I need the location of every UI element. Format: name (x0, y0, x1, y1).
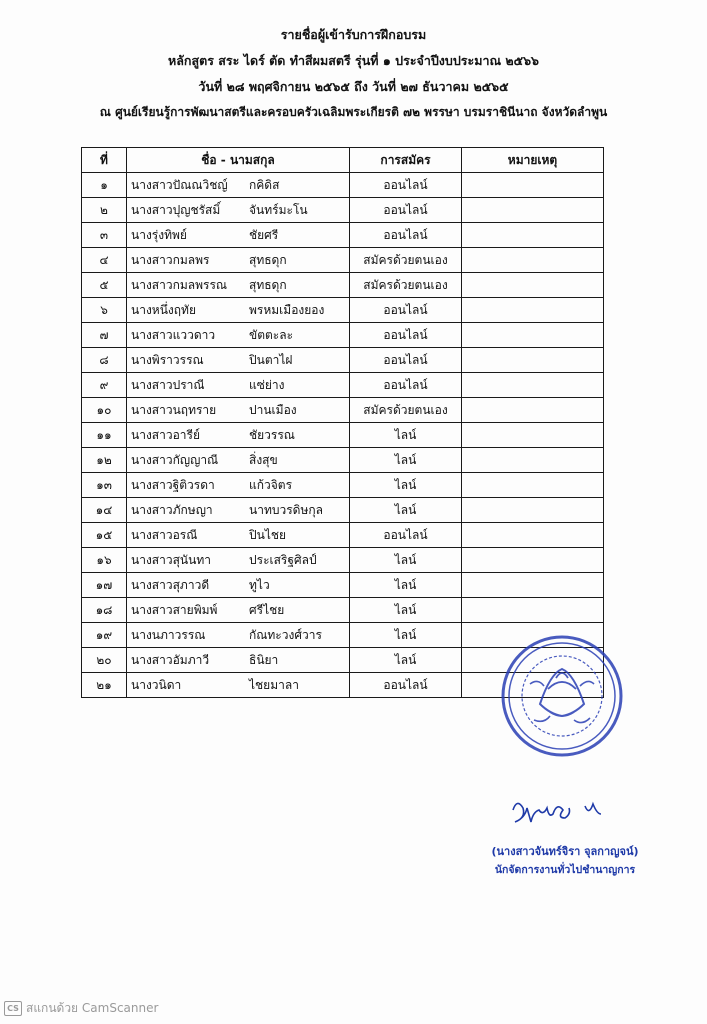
table-row (82, 398, 604, 423)
venue-line: ณ ศูนย์เรียนรู้การพัฒนาสตรีและครอบครัวเฉลิมพระเกียรติ ๗๒ พรรษา บรมราชินีนาถ จังหวัดลำพูน (99, 105, 608, 119)
document-title: รายชื่อผู้เข้ารับการฝึกอบรม (280, 27, 427, 42)
participant-name (127, 548, 350, 573)
participant-name (127, 448, 350, 473)
row-number: ๑๒ (82, 448, 127, 473)
last-name: ทูไว (249, 578, 270, 592)
registration-method: ไลน์ (350, 598, 462, 623)
last-name: ปานเมือง (249, 403, 297, 417)
registration-method: ออนไลน์ (350, 173, 462, 198)
row-number: ๓ (82, 223, 127, 248)
row-number: ๘ (82, 348, 127, 373)
last-name: จันทร์มะโน (249, 203, 308, 217)
participant-name (127, 573, 350, 598)
registration-method: ไลน์ (350, 423, 462, 448)
registration-method: ไลน์ (350, 548, 462, 573)
first-name: นางสาวสุนันทา (131, 553, 211, 567)
registration-method: ออนไลน์ (350, 673, 462, 698)
first-name: นางสาวอารีย์ (131, 428, 201, 442)
header-no: ที่ (82, 148, 127, 173)
last-name: กคิดิส (249, 178, 280, 192)
first-name: นางพิราวรรณ (131, 353, 204, 367)
last-name: สิ่งสุข (249, 453, 278, 467)
row-number: ๑๑ (82, 423, 127, 448)
participant-name (127, 223, 350, 248)
row-number: ๙ (82, 373, 127, 398)
participant-name (127, 348, 350, 373)
participant-table (81, 147, 604, 698)
row-number: ๑๘ (82, 598, 127, 623)
remark (462, 573, 604, 598)
table-row (82, 223, 604, 248)
official-seal-icon (500, 634, 624, 758)
table-row (82, 498, 604, 523)
course-line: หลักสูตร สระ ไดร์ ตัด ทำสีผมสตรี รุ่นที่ ๑ ประจำปีงบประมาณ ๒๕๖๖ (168, 53, 539, 68)
first-name: นางสาวสุภาวดี (131, 578, 210, 592)
camscanner-text: สแกนด้วย CamScanner (26, 1000, 159, 1015)
registration-method: ออนไลน์ (350, 198, 462, 223)
remark (462, 448, 604, 473)
first-name: นางรุ่งทิพย์ (131, 228, 187, 242)
row-number: ๑๔ (82, 498, 127, 523)
first-name: นางสาวปัณณวิชญ์ (131, 178, 228, 192)
camscanner-watermark (4, 999, 158, 1017)
remark (462, 498, 604, 523)
participant-name (127, 648, 350, 673)
last-name: กัณทะวงศ์วาร (249, 628, 322, 642)
last-name: นาทบวรดิษกุล (249, 503, 323, 517)
last-name: แซ่ย่าง (249, 378, 285, 392)
first-name: นางสาวกมลพร (131, 253, 210, 267)
remark (462, 423, 604, 448)
participant-name (127, 398, 350, 423)
last-name: สุทธดุก (249, 253, 287, 267)
row-number: ๑๐ (82, 398, 127, 423)
last-name: พรหมเมืองยอง (249, 303, 325, 317)
first-name: นางสาวกัญญาณี (131, 453, 219, 467)
table-row (82, 548, 604, 573)
camscanner-logo-icon: CS (4, 1001, 22, 1016)
first-name: นางสาวกมลพรรณ (131, 278, 228, 292)
first-name: นางสาวนฤทราย (131, 403, 217, 417)
first-name: นางหนึ่งฤทัย (131, 303, 196, 317)
first-name: นางสาวอัมภาวี (131, 653, 210, 667)
registration-method: ออนไลน์ (350, 223, 462, 248)
remark (462, 398, 604, 423)
registration-method: ไลน์ (350, 498, 462, 523)
participant-name (127, 323, 350, 348)
row-number: ๒๑ (82, 673, 127, 698)
first-name: นางสาวสายพิมพ์ (131, 603, 218, 617)
table-row (82, 523, 604, 548)
remark (462, 173, 604, 198)
remark (462, 298, 604, 323)
participant-name (127, 248, 350, 273)
remark (462, 198, 604, 223)
last-name: สุทธดุก (249, 278, 287, 292)
row-number: ๔ (82, 248, 127, 273)
participant-name (127, 623, 350, 648)
participant-name (127, 473, 350, 498)
last-name: ปินไชย (249, 528, 287, 542)
signature-icon (505, 792, 625, 832)
registration-method: ออนไลน์ (350, 523, 462, 548)
registration-method: ไลน์ (350, 648, 462, 673)
participant-name (127, 298, 350, 323)
remark (462, 248, 604, 273)
remark (462, 548, 604, 573)
table-row (82, 348, 604, 373)
table-row (82, 198, 604, 223)
table-row (82, 598, 604, 623)
table-row (82, 448, 604, 473)
last-name: ประเสริฐศิลป์ (249, 553, 317, 567)
registration-method: สมัครด้วยตนเอง (350, 248, 462, 273)
participant-name (127, 498, 350, 523)
registration-method: สมัครด้วยตนเอง (350, 398, 462, 423)
participant-name (127, 198, 350, 223)
header-name: ชื่อ - นามสกุล (127, 148, 350, 173)
row-number: ๒๐ (82, 648, 127, 673)
participant-name (127, 523, 350, 548)
participant-name (127, 373, 350, 398)
registration-method: ไลน์ (350, 448, 462, 473)
first-name: นางนภาวรรณ (131, 628, 206, 642)
last-name: ศรีไชย (249, 603, 285, 617)
participant-name (127, 173, 350, 198)
first-name: นางสาวอรณี (131, 528, 198, 542)
first-name: นางวนิดา (131, 678, 182, 692)
table-row (82, 423, 604, 448)
header-registration: การสมัคร (350, 148, 462, 173)
participant-name (127, 673, 350, 698)
signatory-name: (นางสาวจันทร์จิรา จุลกาญจน์) (491, 845, 639, 858)
first-name: นางสาวภักษญา (131, 503, 213, 517)
registration-method: ออนไลน์ (350, 298, 462, 323)
first-name: นางสาวฐิติวรดา (131, 478, 215, 492)
last-name: ไชยมาลา (249, 678, 299, 692)
table-row (82, 298, 604, 323)
row-number: ๑๗ (82, 573, 127, 598)
remark (462, 273, 604, 298)
date-line: วันที่ ๒๘ พฤศจิกายน ๒๕๖๕ ถึง วันที่ ๒๗ ธันวาคม ๒๕๖๕ (198, 79, 509, 94)
row-number: ๗ (82, 323, 127, 348)
participant-name (127, 598, 350, 623)
last-name: ธินิยา (249, 653, 279, 667)
registration-method: ไลน์ (350, 623, 462, 648)
header-remark: หมายเหตุ (462, 148, 604, 173)
row-number: ๑๕ (82, 523, 127, 548)
row-number: ๑๖ (82, 548, 127, 573)
row-number: ๖ (82, 298, 127, 323)
signatory-position: นักจัดการงานทั่วไปชำนาญการ (494, 864, 636, 876)
participant-name (127, 273, 350, 298)
remark (462, 323, 604, 348)
last-name: แก้วจิตร (249, 478, 293, 492)
last-name: ปินตาไฝ (249, 353, 293, 367)
remark (462, 598, 604, 623)
table-row (82, 248, 604, 273)
row-number: ๒ (82, 198, 127, 223)
registration-method: สมัครด้วยตนเอง (350, 273, 462, 298)
remark (462, 348, 604, 373)
row-number: ๑๙ (82, 623, 127, 648)
first-name: นางสาวปุญชรัสมิ์ (131, 203, 221, 217)
table-row (82, 373, 604, 398)
remark (462, 373, 604, 398)
row-number: ๑๓ (82, 473, 127, 498)
registration-method: ออนไลน์ (350, 373, 462, 398)
remark (462, 473, 604, 498)
table-header-row (82, 148, 604, 173)
first-name: นางสาวแววดาว (131, 328, 216, 342)
last-name: ชัยวรรณ (249, 428, 295, 442)
remark (462, 523, 604, 548)
table-row (82, 323, 604, 348)
first-name: นางสาวปราณี (131, 378, 205, 392)
last-name: ขัตตะละ (249, 328, 294, 342)
table-row (82, 473, 604, 498)
registration-method: ออนไลน์ (350, 348, 462, 373)
table-row (82, 273, 604, 298)
row-number: ๑ (82, 173, 127, 198)
row-number: ๕ (82, 273, 127, 298)
table-row (82, 173, 604, 198)
registration-method: ไลน์ (350, 473, 462, 498)
registration-method: ไลน์ (350, 573, 462, 598)
last-name: ชัยศรี (249, 228, 279, 242)
remark (462, 223, 604, 248)
table-row (82, 573, 604, 598)
registration-method: ออนไลน์ (350, 323, 462, 348)
participant-name (127, 423, 350, 448)
